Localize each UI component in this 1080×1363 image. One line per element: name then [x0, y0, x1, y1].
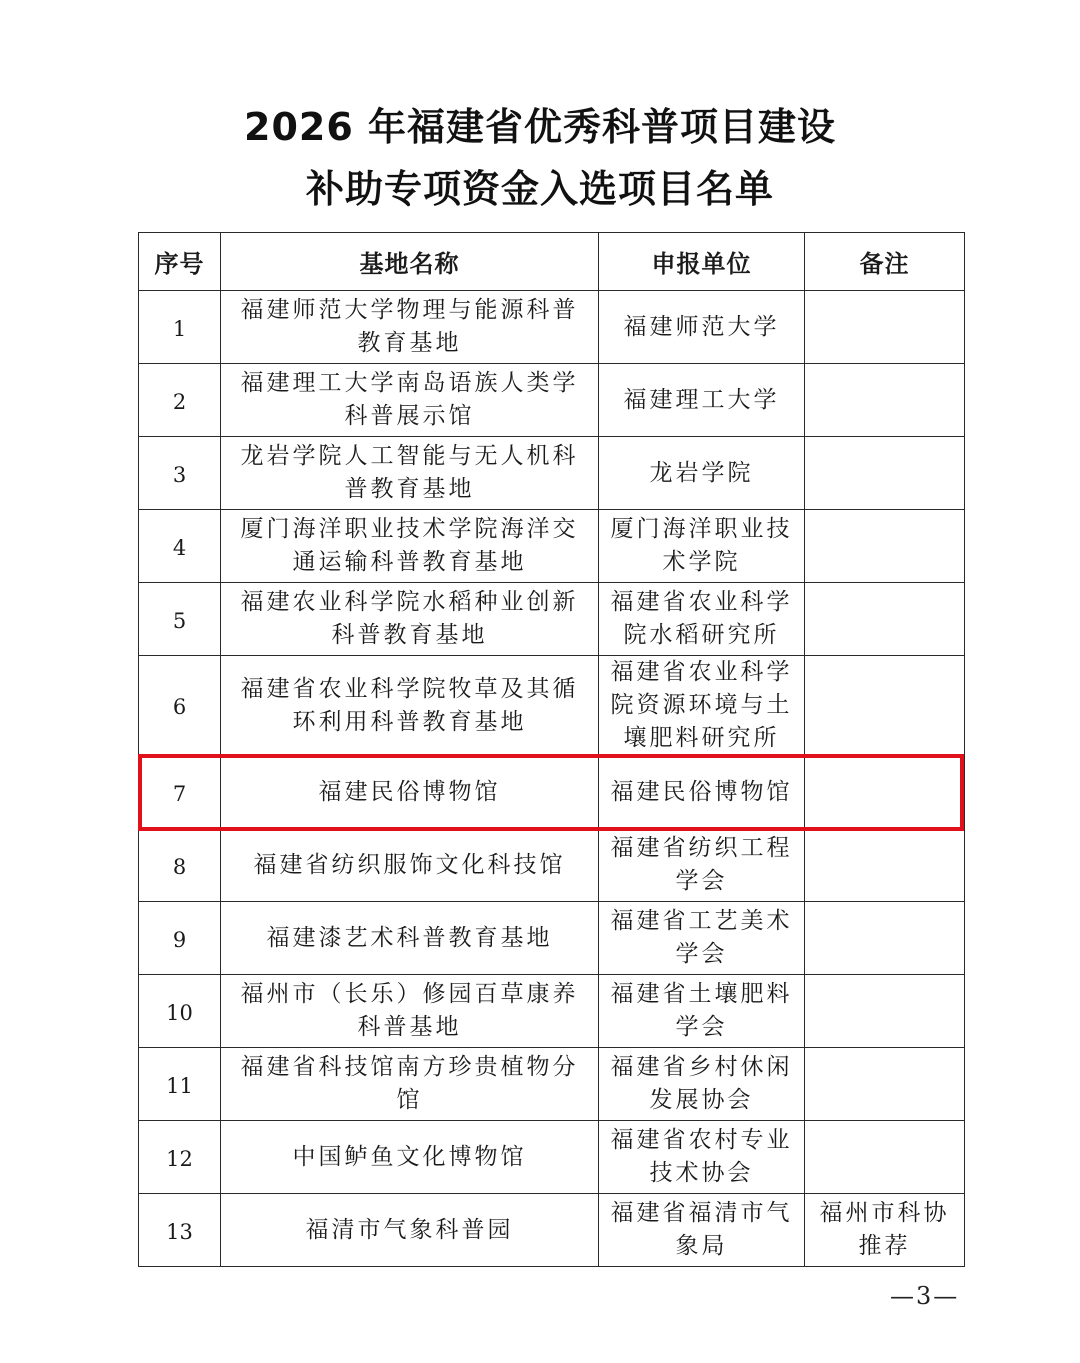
row-applicant-unit: 福建省农村专业技术协会 [599, 1121, 805, 1194]
row-base-name: 福建农业科学院水稻种业创新科普教育基地 [221, 583, 599, 656]
table-row [139, 583, 965, 656]
row-base-name: 福建省纺织服饰文化科技馆 [221, 829, 599, 902]
row-applicant-unit: 厦门海洋职业技术学院 [599, 510, 805, 583]
row-note [805, 364, 965, 437]
header-note: 备注 [805, 233, 965, 291]
table-row [139, 364, 965, 437]
row-seq: 12 [139, 1121, 221, 1194]
row-applicant-unit: 福建省乡村休闲发展协会 [599, 1048, 805, 1121]
row-note [805, 902, 965, 975]
project-list-table [138, 232, 965, 1267]
row-applicant-unit: 福建理工大学 [599, 364, 805, 437]
row-applicant-unit: 福建师范大学 [599, 291, 805, 364]
row-base-name: 福建漆艺术科普教育基地 [221, 902, 599, 975]
row-base-name: 福建省科技馆南方珍贵植物分馆 [221, 1048, 599, 1121]
row-applicant-unit: 福建省福清市气象局 [599, 1194, 805, 1267]
row-applicant-unit: 福建省工艺美术学会 [599, 902, 805, 975]
row-base-name: 福建师范大学物理与能源科普教育基地 [221, 291, 599, 364]
row-applicant-unit: 福建民俗博物馆 [599, 756, 805, 829]
document-title-line1: 2026 年福建省优秀科普项目建设 [244, 105, 836, 149]
row-note [805, 975, 965, 1048]
table-row [139, 291, 965, 364]
row-seq: 8 [139, 829, 221, 902]
row-note [805, 829, 965, 902]
table-row-highlighted [139, 756, 965, 829]
table-row [139, 437, 965, 510]
row-note [805, 1048, 965, 1121]
row-base-name: 福清市气象科普园 [221, 1194, 599, 1267]
row-note [805, 291, 965, 364]
header-base-name: 基地名称 [221, 233, 599, 291]
row-applicant-unit: 福建省土壤肥料学会 [599, 975, 805, 1048]
row-seq: 1 [139, 291, 221, 364]
table-row [139, 1194, 965, 1267]
row-note: 福州市科协推荐 [805, 1194, 965, 1267]
table-row [139, 656, 965, 756]
row-seq: 13 [139, 1194, 221, 1267]
row-note [805, 756, 965, 829]
row-seq: 7 [139, 756, 221, 829]
row-base-name: 福建理工大学南岛语族人类学科普展示馆 [221, 364, 599, 437]
row-note [805, 1121, 965, 1194]
row-seq: 6 [139, 656, 221, 756]
row-seq: 11 [139, 1048, 221, 1121]
table-row [139, 1048, 965, 1121]
table-row [139, 1121, 965, 1194]
row-applicant-unit: 福建省纺织工程学会 [599, 829, 805, 902]
row-seq: 5 [139, 583, 221, 656]
row-applicant-unit: 龙岩学院 [599, 437, 805, 510]
row-applicant-unit: 福建省农业科学院资源环境与土壤肥料研究所 [599, 656, 805, 756]
table-header-row [139, 233, 965, 291]
header-seq: 序号 [139, 233, 221, 291]
page-number: —3— [890, 1282, 960, 1310]
document-title-line2: 补助专项资金入选项目名单 [305, 167, 774, 211]
table-row [139, 975, 965, 1048]
row-base-name: 厦门海洋职业技术学院海洋交通运输科普教育基地 [221, 510, 599, 583]
table-row [139, 510, 965, 583]
row-seq: 4 [139, 510, 221, 583]
row-note [805, 656, 965, 756]
row-seq: 2 [139, 364, 221, 437]
row-base-name: 龙岩学院人工智能与无人机科普教育基地 [221, 437, 599, 510]
row-note [805, 583, 965, 656]
row-seq: 10 [139, 975, 221, 1048]
row-base-name: 中国鲈鱼文化博物馆 [221, 1121, 599, 1194]
row-note [805, 437, 965, 510]
table-row [139, 829, 965, 902]
row-seq: 9 [139, 902, 221, 975]
header-applicant-unit: 申报单位 [599, 233, 805, 291]
row-base-name: 福建省农业科学院牧草及其循环利用科普教育基地 [221, 656, 599, 756]
row-base-name: 福州市（长乐）修园百草康养科普基地 [221, 975, 599, 1048]
row-base-name: 福建民俗博物馆 [221, 756, 599, 829]
row-seq: 3 [139, 437, 221, 510]
table-row [139, 902, 965, 975]
row-applicant-unit: 福建省农业科学院水稻研究所 [599, 583, 805, 656]
row-note [805, 510, 965, 583]
